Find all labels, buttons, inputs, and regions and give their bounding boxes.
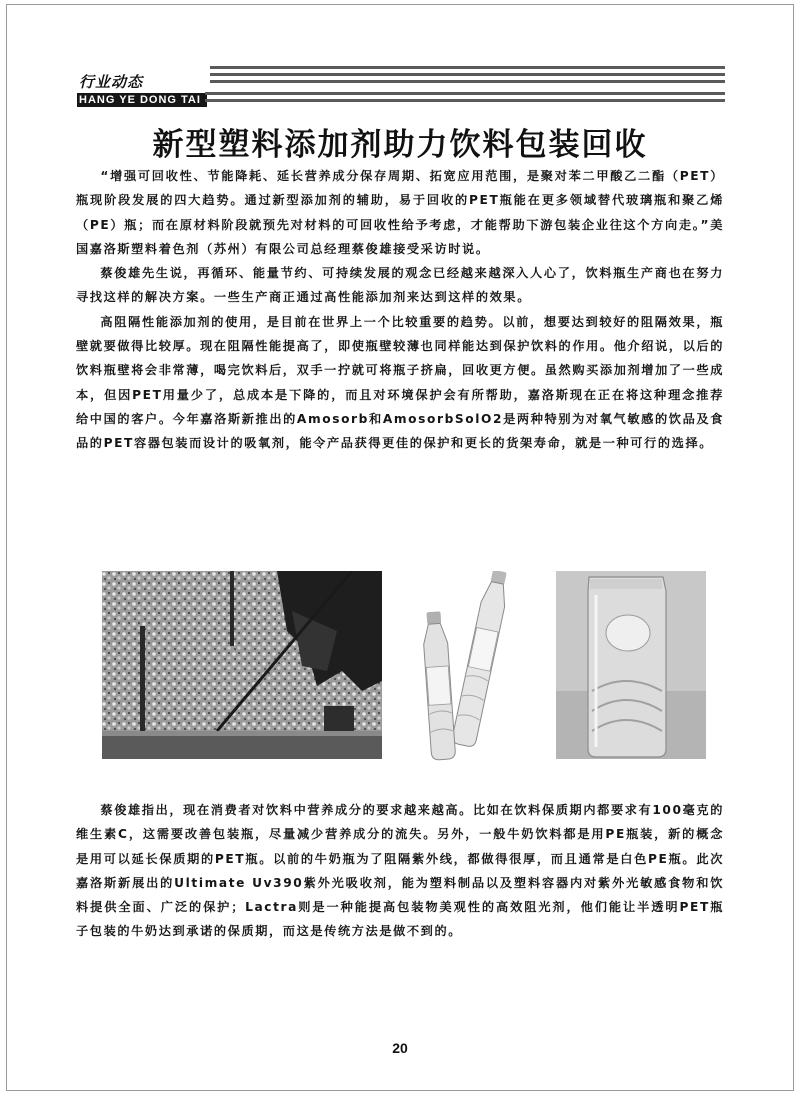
paragraph: “增强可回收性、节能降耗、延长营养成分保存周期、拓宽应用范围，是聚对苯二甲酸乙二酯（PET）瓶现阶段发展的四大趋势。通过新型添加剂的辅助，易于回收的PET瓶能在更多领域替代玻璃瓶和聚乙烯（PE）瓶；而在原材料阶段就预先对材料的可回收性给予考虑，才能帮助下游包装企业往这个方向走。”美国嘉洛斯塑料着色剂（苏州）有限公司总经理蔡俊雄接受采访时说。 <box>76 169 724 256</box>
header-stripes <box>210 66 725 87</box>
article-body-bottom <box>76 798 724 944</box>
section-label-en: HANG YE DONG TAI <box>77 93 207 107</box>
article-body-top <box>76 164 724 456</box>
paragraph: 高阻隔性能添加剂的使用，是目前在世界上一个比较重要的趋势。以前，想要达到较好的阻隔效果，瓶壁就要做得比较厚。现在阻隔性能提高了，即使瓶壁较薄也同样能达到保护饮料的作用。他介绍说，以后的饮料瓶壁将会非常薄，喝完饮料后，双手一拧就可将瓶子挤扁，回收更方便。虽然购买添加剂增加了一些成本，但因PET用量少了，总成本是下降的，而且对环境保护会有所帮助，嘉洛斯现在正在将这种理念推荐给中国的客户。今年嘉洛斯新推出的Amosorb和AmosorbSolO2是两种特别为对氧气敏感的饮品及食品的PET容器包装而设计的吸氧剂，能令产品获得更佳的保护和更长的货架寿命，就是一种可行的选择。 <box>76 314 725 451</box>
paragraph: 蔡俊雄先生说，再循环、能量节约、可持续发展的观念已经越来越深入人心了，饮料瓶生产商也在努力寻找这样的解决方案。一些生产商正通过高性能添加剂来达到这样的效果。 <box>76 266 724 305</box>
water-bottles-photo <box>418 571 522 761</box>
header-stripes-lower <box>205 92 725 106</box>
section-label-cn: 行业动态 <box>79 73 144 91</box>
paragraph: 蔡俊雄指出，现在消费者对饮料中营养成分的要求越来越高。比如在饮料保质期内都要求有100毫克的维生素C，这需要改善包装瓶，尽量减少营养成分的流失。另外，一般牛奶饮料都是用PE瓶装，新的概念是用可以延长保质期的PET瓶。以前的牛奶瓶为了阻隔紫外线，都做得很厚，而且通常是白色PE瓶。此次嘉洛斯新展出的Ultimate Uv390紫外光吸收剂，能为塑料制品以及塑料容器内对紫外光敏感食物和饮料提供全面、广泛的保护；Lactra则是一种能提高包装物美观性的高效阻光剂，他们能让半透明PET瓶子包装的牛奶达到承诺的保质期，而这是传统方法是做不到的。 <box>76 803 724 939</box>
outdoor-scene-photo <box>102 571 382 759</box>
page-number: 20 <box>392 1040 408 1056</box>
article-title: 新型塑料添加剂助力饮料包装回收 <box>152 127 648 163</box>
clear-bottle-photo <box>556 571 706 759</box>
